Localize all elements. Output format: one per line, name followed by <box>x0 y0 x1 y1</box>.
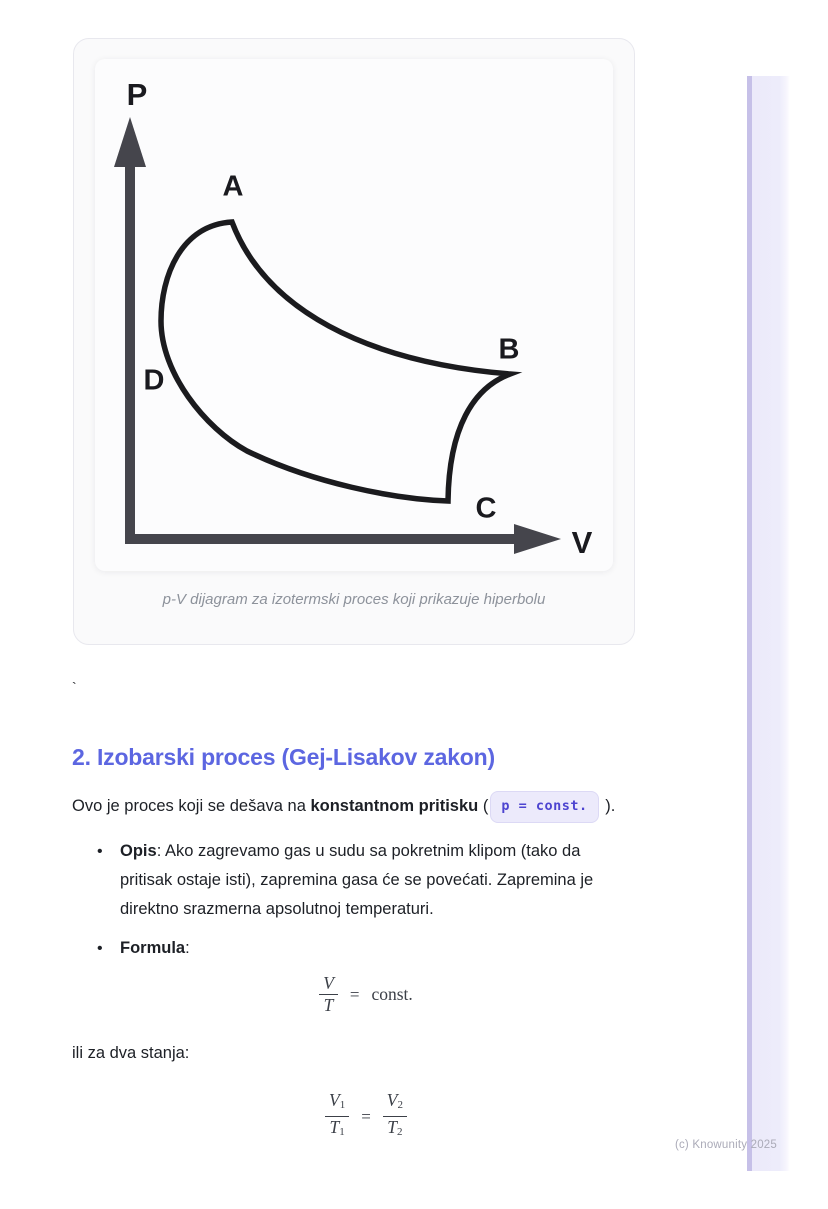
right-denominator: T <box>387 1117 398 1137</box>
left-numerator: V <box>329 1090 340 1110</box>
cycle-curve <box>161 222 510 501</box>
bullet-bold: Opis <box>120 842 157 860</box>
left-denominator-sub: 1 <box>339 1126 345 1138</box>
pv-diagram-drawing <box>95 59 613 571</box>
bullet-item-opis <box>72 837 660 924</box>
intro-text-end: ). <box>600 797 616 815</box>
right-numerator-sub: 2 <box>397 1099 403 1111</box>
page <box>72 38 660 1143</box>
right-denominator-sub: 2 <box>397 1126 403 1138</box>
intro-text-mid: ( <box>478 797 489 815</box>
figure-image <box>95 59 613 571</box>
code-chip: p = const. <box>490 791 598 823</box>
fraction-left <box>325 1090 349 1143</box>
formula-two-states <box>72 1090 660 1143</box>
y-axis-label: P <box>126 77 148 112</box>
between-text: ili za dva stanja: <box>72 1044 190 1062</box>
x-axis-label: V <box>571 525 593 560</box>
fraction <box>319 973 338 1016</box>
bullet-text: : Ako zagrevamo gas u sudu sa pokretnim klipom (tako da pritisak ostaje isti), zapremina gasa će se povećati. Zapremina je direktno srazmerna apsolutnoj temperaturi. <box>120 842 594 918</box>
fraction-denominator: T <box>323 995 334 1015</box>
left-denominator: T <box>329 1117 340 1137</box>
right-numerator: V <box>386 1090 398 1110</box>
left-numerator-sub: 1 <box>339 1099 346 1111</box>
point-d-label: D <box>143 364 165 397</box>
bullet-dot: • <box>97 940 103 957</box>
intro-text-start: Ovo je proces koji se dešava na <box>72 797 311 815</box>
scrollbar-thumb[interactable] <box>747 76 752 1171</box>
formula-vt-const <box>72 973 660 1016</box>
point-b-label: B <box>498 333 520 366</box>
equals-sign: = <box>361 1106 371 1126</box>
section-heading: 2. Izobarski proces (Gej-Lisakov zakon) <box>72 744 495 770</box>
scrollbar-track[interactable] <box>752 76 790 1171</box>
stray-backtick: ` <box>72 679 77 695</box>
bullet-item-formula <box>72 934 660 963</box>
bullet-text: : <box>185 939 190 957</box>
figure-card <box>73 38 635 645</box>
formula-rhs: const. <box>371 984 413 1004</box>
equals-sign: = <box>349 984 360 1004</box>
intro-paragraph <box>72 791 660 823</box>
bullet-dot: • <box>97 843 103 860</box>
fraction-right <box>383 1090 407 1143</box>
point-c-label: C <box>475 492 497 525</box>
point-a-label: A <box>222 170 244 203</box>
intro-bold: konstantnom pritisku <box>310 797 479 815</box>
watermark: (c) Knowunity 2025 <box>674 1139 777 1151</box>
bullet-list <box>72 837 660 963</box>
figure-caption: p-V dijagram za izotermski proces koji prikazuje hiperbolu <box>162 591 546 608</box>
fraction-numerator: V <box>319 973 338 995</box>
bullet-bold: Formula <box>120 939 186 957</box>
